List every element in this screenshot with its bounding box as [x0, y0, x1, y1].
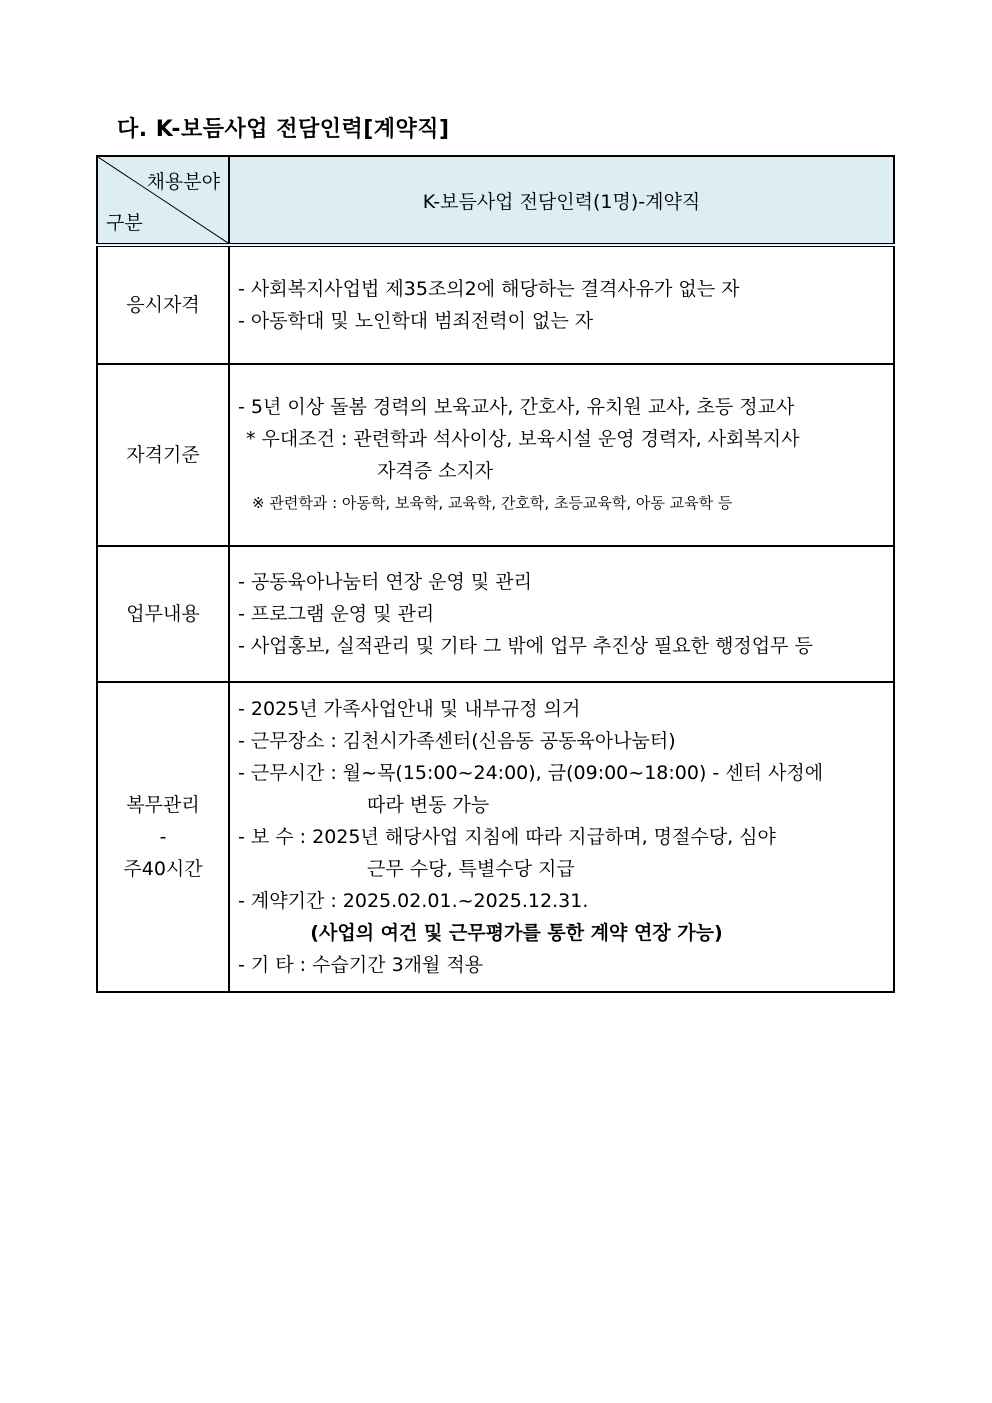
- header-field-label: 채용분야: [146, 171, 220, 193]
- row-label-service: [97, 682, 229, 992]
- content-line: - 근무시간 : 월~목(15:00~24:00), 금(09:00~18:00) - 센터 사정에: [238, 762, 824, 784]
- section-heading: 다. K-보듬사업 전담인력[계약직]: [117, 117, 450, 142]
- table-row: [97, 546, 894, 682]
- content-line: 자격증 소지자: [377, 460, 494, 482]
- header-title: K-보듬사업 전담인력(1명)-계약직: [229, 156, 894, 245]
- label-line: 주40시간: [123, 858, 203, 880]
- row-label-duties: 업무내용: [97, 546, 229, 682]
- content-line: * 우대조건 : 관련학과 석사이상, 보육시설 운영 경력자, 사회복지사: [246, 428, 800, 450]
- content-line: - 계약기간 : 2025.02.01.~2025.12.31.: [238, 890, 589, 912]
- content-note: (사업의 여건 및 근무평가를 통한 계약 연장 가능): [310, 922, 723, 944]
- content-line: 근무 수당, 특별수당 지급: [367, 858, 575, 880]
- content-line: - 5년 이상 돌봄 경력의 보육교사, 간호사, 유치원 교사, 초등 정교사: [238, 396, 795, 418]
- row-label-qualification: 자격기준: [97, 364, 229, 546]
- row-content-qualification: [229, 364, 894, 546]
- content-line: - 보 수 : 2025년 해당사업 지침에 따라 지급하며, 명절수당, 심야: [238, 826, 776, 848]
- content-note: ※ 관련학과 : 아동학, 보육학, 교육학, 간호학, 초등교육학, 아동 교육학 등: [252, 494, 733, 512]
- header-category-label: 구분: [106, 212, 143, 234]
- content-line: - 아동학대 및 노인학대 범죄전력이 없는 자: [238, 310, 594, 332]
- recruitment-table: [96, 155, 895, 993]
- content-line: - 사업홍보, 실적관리 및 기타 그 밖에 업무 추진상 필요한 행정업무 등: [238, 635, 813, 657]
- row-content-eligibility: [229, 245, 894, 364]
- content-line: - 기 타 : 수습기간 3개월 적용: [238, 954, 484, 976]
- label-line: -: [159, 826, 167, 848]
- row-content-service: [229, 682, 894, 992]
- content-line: - 프로그램 운영 및 관리: [238, 603, 435, 625]
- content-line: 따라 변동 가능: [367, 794, 490, 816]
- content-line: - 2025년 가족사업안내 및 내부규정 의거: [238, 698, 581, 720]
- table-row: [97, 682, 894, 992]
- content-line: - 사회복지사업법 제35조의2에 해당하는 결격사유가 없는 자: [238, 278, 740, 300]
- content-line: - 공동육아나눔터 연장 운영 및 관리: [238, 571, 533, 593]
- diagonal-header-cell: [97, 156, 229, 245]
- label-line: 복무관리: [126, 794, 200, 816]
- table-row: [97, 364, 894, 546]
- table-header-row: [97, 156, 894, 245]
- table-row: [97, 245, 894, 364]
- content-line: - 근무장소 : 김천시가족센터(신음동 공동육아나눔터): [238, 730, 676, 752]
- row-label-eligibility: 응시자격: [97, 245, 229, 364]
- row-content-duties: [229, 546, 894, 682]
